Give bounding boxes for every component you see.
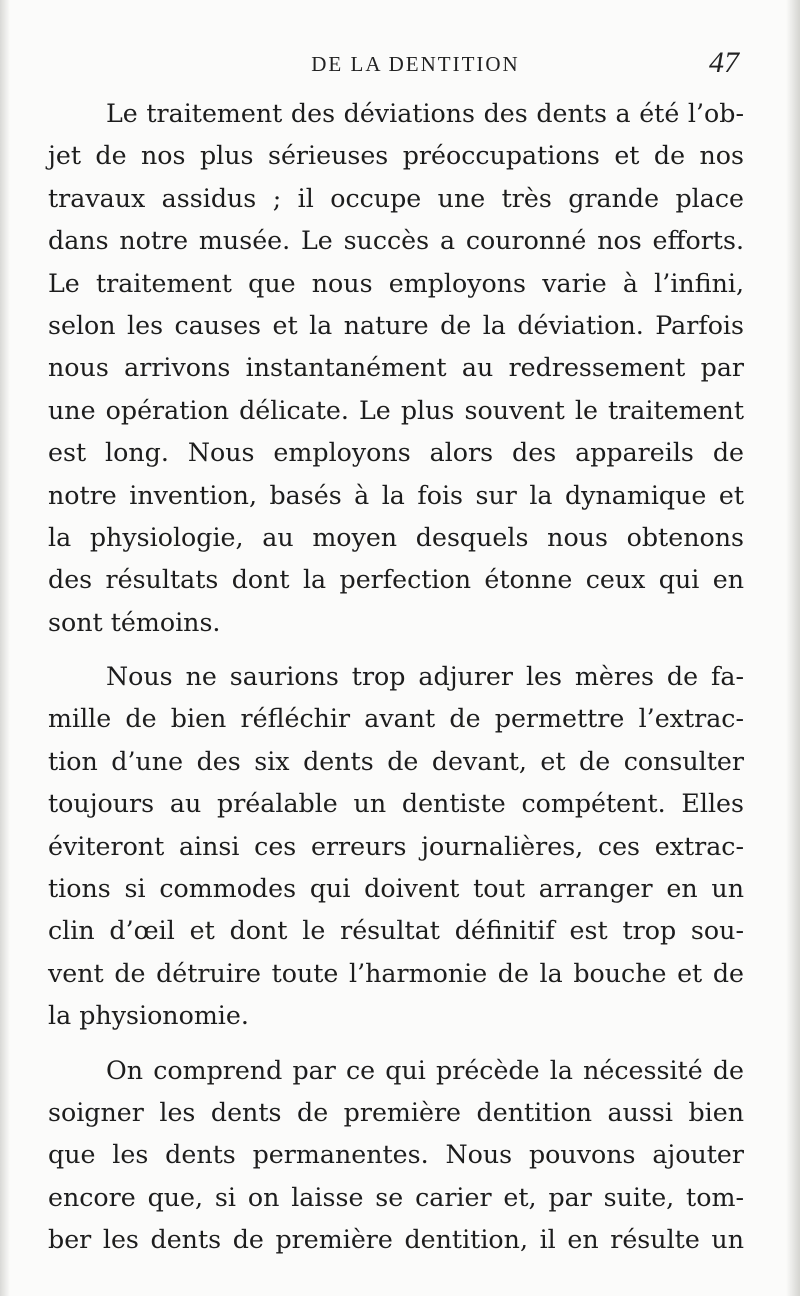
text-line: tion d’une des six dents de devant, et de consulter: [48, 746, 744, 776]
text-line: sont témoins.: [48, 607, 221, 637]
page-edge-left: [0, 0, 10, 1296]
text-line: travaux assidus ; il occupe une très grande place: [48, 183, 744, 213]
text-line: des résultats dont la perfection étonne ceux qui en: [48, 565, 744, 595]
page-number: 47: [709, 46, 739, 79]
text-line: que les dents permanentes. Nous pouvons ajouter: [48, 1140, 744, 1170]
text-line: Le traitement que nous employons varie à l’infini,: [48, 268, 744, 298]
text-line: la physiologie, au moyen desquels nous obtenons: [48, 522, 744, 552]
text-line: jet de nos plus sérieuses préoccupations et de nos: [48, 141, 744, 171]
text-line: mille de bien réfléchir avant de permettre l’extrac-: [48, 704, 744, 734]
text-line: tions si commodes qui doivent tout arranger en un: [48, 874, 744, 904]
text-line: On comprend par ce qui précède la nécessité de: [106, 1055, 744, 1085]
text-line: Le traitement des déviations des dents a été l’ob-: [106, 99, 744, 128]
text-line: vent de détruire toute l’harmonie de la bouche et de: [48, 958, 744, 988]
paragraph-2: [48, 656, 744, 1038]
text-line: une opération délicate. Le plus souvent le traitement: [48, 395, 744, 425]
text-line: notre invention, basés à la fois sur la dynamique et: [48, 480, 744, 510]
text-line: ber les dents de première dentition, il en résulte un: [48, 1225, 744, 1255]
body-text: [48, 93, 744, 1274]
text-line: soigner les dents de première dentition aussi bien: [48, 1097, 744, 1127]
text-line: dans notre musée. Le succès a couronné nos efforts.: [48, 226, 744, 256]
paragraph-3: [48, 1050, 744, 1262]
text-line: toujours au préalable un dentiste compétent. Elles: [48, 789, 744, 819]
text-line: selon les causes et la nature de la déviation. Parfois: [48, 310, 744, 340]
running-head: DE LA DENTITION: [311, 52, 520, 76]
text-line: Nous ne saurions trop adjurer les mères de fa-: [106, 662, 744, 692]
page-edge-right: [786, 0, 800, 1296]
paragraph-1: [48, 93, 744, 644]
text-line: clin d’œil et dont le résultat définitif est trop sou-: [48, 916, 744, 946]
text-line: éviteront ainsi ces erreurs journalières, ces extrac-: [48, 831, 744, 861]
text-line: est long. Nous employons alors des appareils de: [48, 438, 744, 468]
text-line: nous arrivons instantanément au redressement par: [48, 353, 744, 383]
text-line: la physionomie.: [48, 1001, 249, 1031]
text-line: encore que, si on laisse se carier et, par suite, tom-: [48, 1182, 744, 1212]
page-header: [48, 46, 743, 82]
